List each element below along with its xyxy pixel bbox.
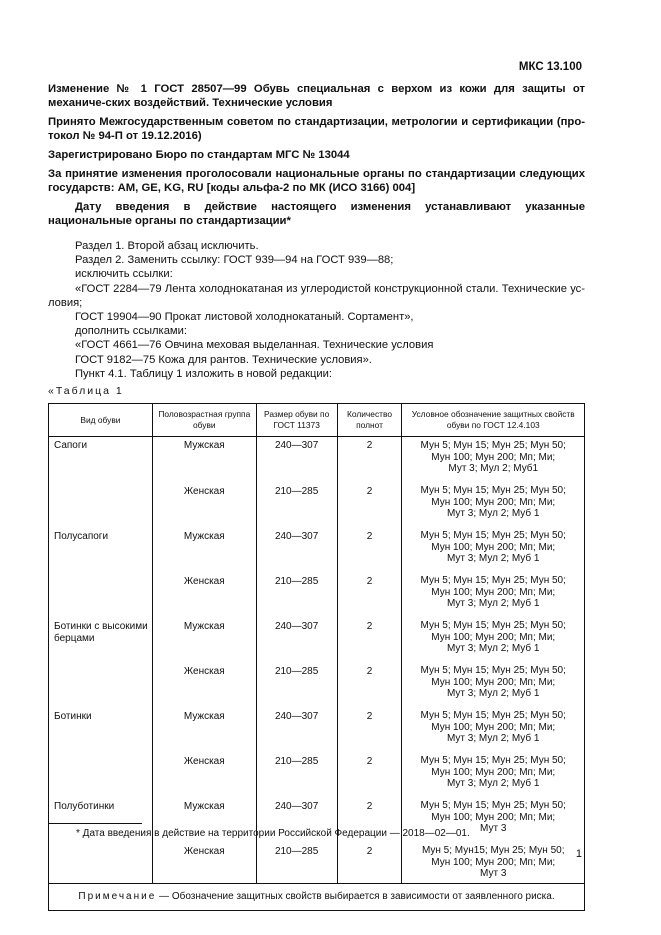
body-line: «ГОСТ 2284—79 Лента холоднокатаная из углеродистой конструкционной стали. Технические ус-ловия; [48,282,585,309]
table-row [49,710,585,745]
body-line: ГОСТ 9182—75 Кожа для рантов. Технические условия». [75,353,372,366]
cell-size: 240—307 [256,437,337,475]
spacer-cell [256,745,337,756]
spacer-cell [337,610,402,621]
spacer-cell [402,520,585,531]
cell-count: 2 [337,710,402,745]
spacer-cell [402,475,585,486]
cell-group: Женская [152,575,256,610]
spacer-cell [152,700,256,711]
footnote-separator [48,823,142,824]
table-row [49,485,585,520]
spacer-cell [402,655,585,666]
cell-group: Мужская [152,710,256,745]
body-line: ГОСТ 19904—90 Прокат листовой холоднокатаный. Сортамент», [75,311,414,324]
body-line: «ГОСТ 4661—76 Овчина меховая выделанная. Технические условия [75,339,434,352]
spacer-cell [152,475,256,486]
row-spacer [49,610,585,621]
effective-date-statement: Дату введения в действие настоящего изменения устанавливают указанные национальные органы по стандартизации* [48,201,585,227]
cell-count: 2 [337,575,402,610]
body-line: Раздел 1. Второй абзац исключить. [75,240,259,252]
header-type: Вид обуви [49,404,153,437]
cell-group: Мужская [152,437,256,475]
table-row [49,530,585,565]
props-line: Мут 3; Мул 2; Муб 1 [446,778,540,789]
spacer-cell [49,790,153,801]
spacer-cell [152,610,256,621]
spacer-cell [402,565,585,576]
cell-size: 240—307 [256,530,337,565]
cell-type: Ботинки [49,710,153,745]
props-line: Мут 3 [480,823,507,834]
props-line: Мун 5; Мун 15; Мун 25; Мун 50; [420,755,566,766]
props-line: Мун 5; Мун 15; Мун 25; Мун 50; [420,530,566,541]
spacer-cell [337,520,402,531]
spacer-cell [256,610,337,621]
spacer-cell [49,475,153,486]
cell-type: Ботинки с высокими берцами [49,620,153,655]
amendment-title: Изменение № 1 ГОСТ 28507—99 Обувь специальная с верхом из кожи для защиты от механиче-ских воздействий. Технические условия [48,83,585,109]
table-row [49,575,585,610]
table-row [49,755,585,790]
table-note-row [49,883,585,910]
row-spacer [49,565,585,576]
props-line: Мун 100; Мун 200; Мп; Ми; [431,676,556,688]
props-line: Мун 100; Мун 200; Мп; Ми; [431,721,556,733]
cell-size: 210—285 [256,845,337,883]
props-line: Мут 3; Мул 2; Муб 1 [446,508,540,519]
props-line: Мун 100; Мун 200; Мп; Ми; [431,766,556,778]
body-line: Раздел 2. Заменить ссылку: ГОСТ 939—94 на ГОСТ 939—88; [75,254,394,267]
cell-size: 210—285 [256,665,337,700]
props-line: Мун 100; Мун 200; Мп; Ми; [431,811,556,823]
adoption-statement: Принято Межгосударственным советом по стандартизации, метрологии и сертификации (про-токол № 94-П от 19.12.2016) [48,116,585,142]
props-line: Мун 5; Мун 15; Мун 25; Мун 50; [420,710,566,721]
props-line: Мун 100; Мун 200; Мп; Ми; [431,631,556,643]
cell-size: 240—307 [256,710,337,745]
cell-group: Женская [152,845,256,883]
row-spacer [49,655,585,666]
body-line: Пункт 4.1. Таблицу 1 изложить в новой редакции: [75,367,333,380]
spacer-cell [152,745,256,756]
cell-count: 2 [337,800,402,835]
table-label: «Таблица 1 [48,385,124,397]
cell-type: Сапоги [49,437,153,475]
header-group: Половозрастная группа обуви [152,404,256,437]
cell-size: 240—307 [256,800,337,835]
cell-props [402,575,585,610]
cell-count: 2 [337,620,402,655]
props-line: Мут 3 [480,868,507,879]
spacer-cell [49,565,153,576]
cell-props [402,530,585,565]
cell-props [402,437,585,475]
spacer-cell [256,520,337,531]
spacer-cell [256,475,337,486]
props-line: Мун 100; Мун 200; Мп; Ми; [431,451,556,463]
spacer-cell [337,745,402,756]
cell-props [402,755,585,790]
voting-statement: За принятие изменения проголосовали национальные органы по стандартизации следующих государств: AM, GE, KG, RU [коды альфа-2 по МК (ИСО 3166) 004] [48,168,585,194]
row-spacer [49,745,585,756]
cell-type [49,755,153,790]
spacer-cell [402,700,585,711]
cell-count: 2 [337,845,402,883]
cell-group: Женская [152,665,256,700]
cell-group: Мужская [152,800,256,835]
cell-size: 210—285 [256,485,337,520]
spacer-cell [49,745,153,756]
spacer-cell [256,655,337,666]
row-spacer [49,700,585,711]
spacer-cell [152,655,256,666]
cell-type [49,845,153,883]
spacer-cell [337,790,402,801]
props-line: Мун 5; Мун 15; Мун 25; Мун 50; [420,620,566,631]
spacer-cell [256,565,337,576]
note-text: — Обозначение защитных свойств выбирается в зависимости от заявленного риска. [156,890,555,902]
cell-count: 2 [337,485,402,520]
props-line: Мут 3; Мул 2; Муб1 [448,463,539,474]
spacer-cell [152,790,256,801]
spacer-cell [256,700,337,711]
note-label: Примечание [78,890,157,902]
spacer-cell [337,475,402,486]
props-line: Мун 5; Мун 15; Мун 25; Мун 50; [420,575,566,586]
props-line: Мун 100; Мун 200; Мп; Ми; [431,541,556,553]
header-size: Размер обуви по ГОСТ 11373 [256,404,337,437]
cell-count: 2 [337,755,402,790]
cell-size: 210—285 [256,755,337,790]
spacer-cell [152,520,256,531]
props-line: Мун 100; Мун 200; Мп; Ми; [431,496,556,508]
cell-type [49,485,153,520]
cell-props [402,665,585,700]
registration-statement: Зарегистрировано Бюро по стандартам МГС № 13044 [48,149,350,161]
spacer-cell [337,700,402,711]
props-line: Мун 5; Мун 15; Мун 25; Мун 50; [420,800,566,811]
cell-props [402,845,585,883]
cell-size: 210—285 [256,575,337,610]
cell-props [402,710,585,745]
header-count: Количество полнот [337,404,402,437]
table-row [49,437,585,475]
table-header-row [49,404,585,437]
cell-group: Женская [152,755,256,790]
cell-group: Мужская [152,620,256,655]
header-props: Условное обозначение защитных свойств обуви по ГОСТ 12.4.103 [402,404,585,437]
cell-group: Женская [152,485,256,520]
props-line: Мут 3; Мул 2; Муб 1 [446,688,540,699]
cell-type: Полуботинки [49,800,153,835]
props-line: Мут 3; Мул 2; Муб 1 [446,553,540,564]
spacer-cell [49,700,153,711]
spacer-cell [402,610,585,621]
props-line: Мун 5; Мун15; Мун 25; Мун 50; [421,845,565,856]
cell-group: Мужская [152,530,256,565]
body-line: дополнить ссылками: [75,325,187,338]
row-spacer [49,790,585,801]
props-line: Мун 5; Мун 15; Мун 25; Мун 50; [420,440,566,451]
props-line: Мун 100; Мун 200; Мп; Ми; [431,586,556,598]
cell-count: 2 [337,530,402,565]
spacer-cell [49,655,153,666]
props-line: Мут 3; Мул 2; Муб 1 [446,643,540,654]
cell-count: 2 [337,437,402,475]
table-row [49,665,585,700]
cell-type [49,665,153,700]
props-line: Мун 100; Мун 200; Мп; Ми; [431,856,556,868]
cell-type: Полусапоги [49,530,153,565]
props-line: Мун 5; Мун 15; Мун 25; Мун 50; [420,485,566,496]
table-row [49,845,585,883]
props-line: Мут 3; Мул 2; Муб 1 [446,733,540,744]
page-number: 1 [575,848,582,860]
props-line: Мун 5; Мун 15; Мун 25; Мун 50; [420,665,566,676]
spacer-cell [49,610,153,621]
table-note [49,883,585,910]
spacer-cell [152,565,256,576]
cell-size: 240—307 [256,620,337,655]
cell-props [402,620,585,655]
cell-type [49,575,153,610]
row-spacer [49,520,585,531]
props-line: Мут 3; Мул 2; Муб 1 [446,598,540,609]
spacer-cell [256,790,337,801]
spacer-cell [49,520,153,531]
spacer-cell [337,565,402,576]
table-row [49,620,585,655]
cell-count: 2 [337,665,402,700]
spacer-cell [402,745,585,756]
cell-props [402,485,585,520]
spacer-cell [337,655,402,666]
amendment-body [48,239,585,381]
footnote: * Дата введения в действие на территории Российской Федерации — 2018—02—01. [76,828,470,839]
classification-code: МКС 13.100 [518,61,582,73]
body-line: исключить ссылки: [75,268,173,281]
row-spacer [49,475,585,486]
spacer-cell [402,790,585,801]
